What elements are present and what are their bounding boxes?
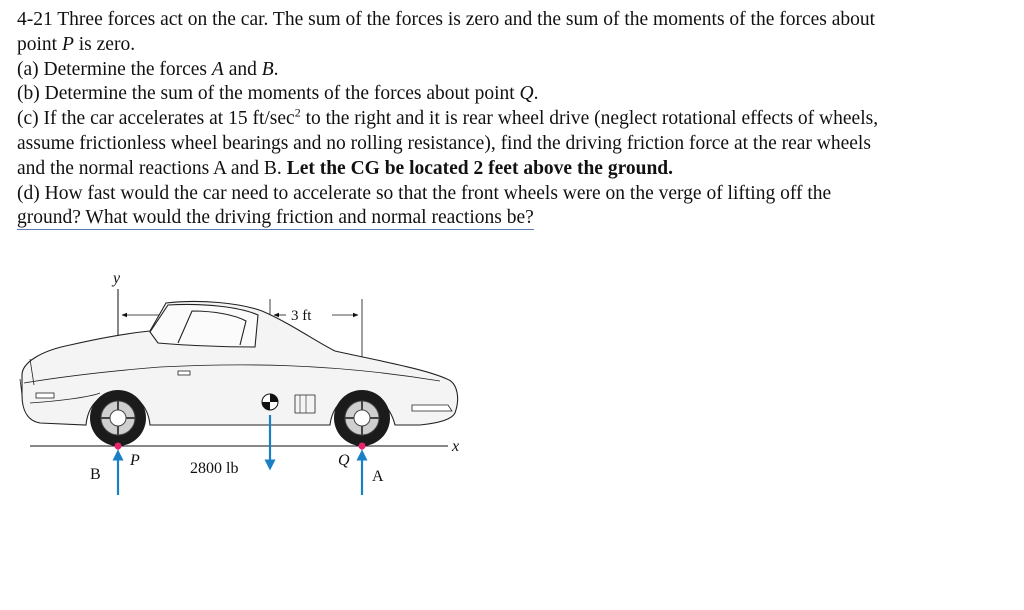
force-a-label: A bbox=[372, 468, 384, 485]
part-a: (a) Determine the forces A and B. bbox=[17, 58, 279, 80]
car-free-body-diagram bbox=[0, 255, 520, 505]
part-c-line-1: (c) If the car accelerates at 15 $ft/\sec^2$ to the right and it is rear wheel drive (neglect rotational effects of wheels, bbox=[17, 105, 879, 130]
point-q-label: Q bbox=[338, 452, 350, 469]
problem-statement bbox=[17, 8, 1017, 231]
part-d-line-1: (d) How fast would the car need to accelerate so that the front wheels were on the verge of lifting off the bbox=[17, 182, 832, 204]
part-b: (b) Determine the sum of the moments of the forces about point Q. bbox=[17, 83, 539, 105]
point-p-label: P bbox=[130, 452, 140, 469]
weight-label: 2800 lb bbox=[190, 460, 239, 477]
problem-line-2: point P is zero. bbox=[17, 33, 136, 55]
front-wheel bbox=[334, 390, 390, 446]
car-body bbox=[20, 301, 458, 425]
y-axis-label: y bbox=[113, 270, 121, 287]
rear-wheel bbox=[90, 390, 146, 446]
problem-line-1: 4-21 Three forces act on the car. The sum of the forces is zero and the sum of the moments of the forces about bbox=[17, 9, 876, 30]
part-c-line-2: assume frictionless wheel bearings and no rolling resistance), find the driving friction force at the rear wheels bbox=[17, 132, 871, 154]
contact-point-q bbox=[359, 443, 366, 450]
part-d-line-2: ground? What would the driving friction and normal reactions be? bbox=[17, 207, 534, 229]
dim-3ft-label: 3 ft bbox=[291, 308, 312, 324]
part-c-line-3: and the normal reactions A and B. Let the CG be located 2 feet above the ground. bbox=[17, 157, 674, 179]
force-b-label: B bbox=[90, 466, 101, 483]
x-axis-label: x bbox=[452, 438, 460, 455]
contact-point-p bbox=[115, 443, 122, 450]
center-of-gravity-icon bbox=[262, 394, 278, 410]
